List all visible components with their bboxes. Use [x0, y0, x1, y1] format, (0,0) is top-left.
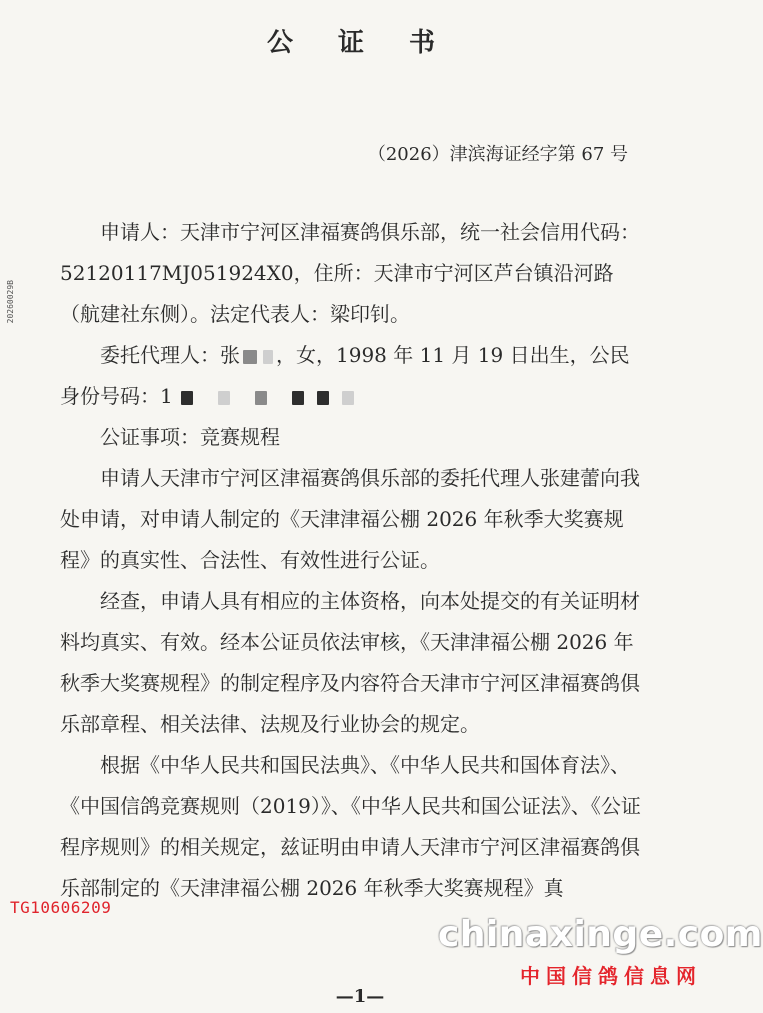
- redacted-id-block: [255, 391, 267, 405]
- agent-details: ，女，1998 年 11 月 19 日出生，公民身份号码：1: [60, 343, 630, 408]
- document-title: 公 证 书: [266, 28, 454, 58]
- applicant-paragraph: 申请人：天津市宁河区津福赛鸽俱乐部，统一社会信用代码：52120117MJ051924X0，住所：天津市宁河区芦台镇沿河路（航建社东侧）。法定代表人：梁印钊。: [60, 220, 640, 326]
- side-serial-code: 20260029B: [6, 280, 15, 324]
- redacted-id-block: [342, 391, 354, 405]
- redacted-id-block: [181, 391, 193, 405]
- application-paragraph: 申请人天津市宁河区津福赛鸽俱乐部的委托代理人张建蕾向我处申请，对申请人制定的《天津津福公棚 2026 年秋季大奖赛规程》的真实性、合法性、有效性进行公证。: [60, 466, 640, 572]
- watermark-name: 中国信鸽信息网: [520, 964, 702, 988]
- redacted-id-block: [317, 391, 329, 405]
- redacted-name-block: [263, 350, 273, 364]
- redacted-name-block: [243, 350, 257, 364]
- notarial-matter: 公证事项：竞赛规程: [100, 425, 280, 449]
- serial-number: TG10606209: [10, 898, 112, 917]
- redacted-id-block: [292, 391, 304, 405]
- document-body: [60, 212, 642, 909]
- verification-paragraph: 经查，申请人具有相应的主体资格，向本处提交的有关证明材料均真实、有效。经本公证员依法审核，《天津津福公棚 2026 年秋季大奖赛规程》的制定程序及内容符合天津市宁河区津福赛鸽俱乐部章程、相关法律、法规及行业协会的规定。: [60, 589, 640, 736]
- watermark-site: chinaxinge.com: [438, 914, 763, 955]
- redacted-id-block: [218, 391, 230, 405]
- document-number: （2026）津滨海证经字第 67 号: [367, 144, 628, 165]
- agent-paragraph: [60, 335, 642, 417]
- page-number: —1—: [335, 986, 385, 1007]
- legal-basis-paragraph: 根据《中华人民共和国民法典》、《中华人民共和国体育法》、《中国信鸽竞赛规则（2019）》、《中华人民共和国公证法》、《公证程序规则》的相关规定，兹证明由申请人天津市宁河区津福赛鸽俱乐部制定的《天津津福公棚 2026 年秋季大奖赛规程》真: [60, 753, 641, 900]
- agent-label: 委托代理人：张: [100, 343, 240, 367]
